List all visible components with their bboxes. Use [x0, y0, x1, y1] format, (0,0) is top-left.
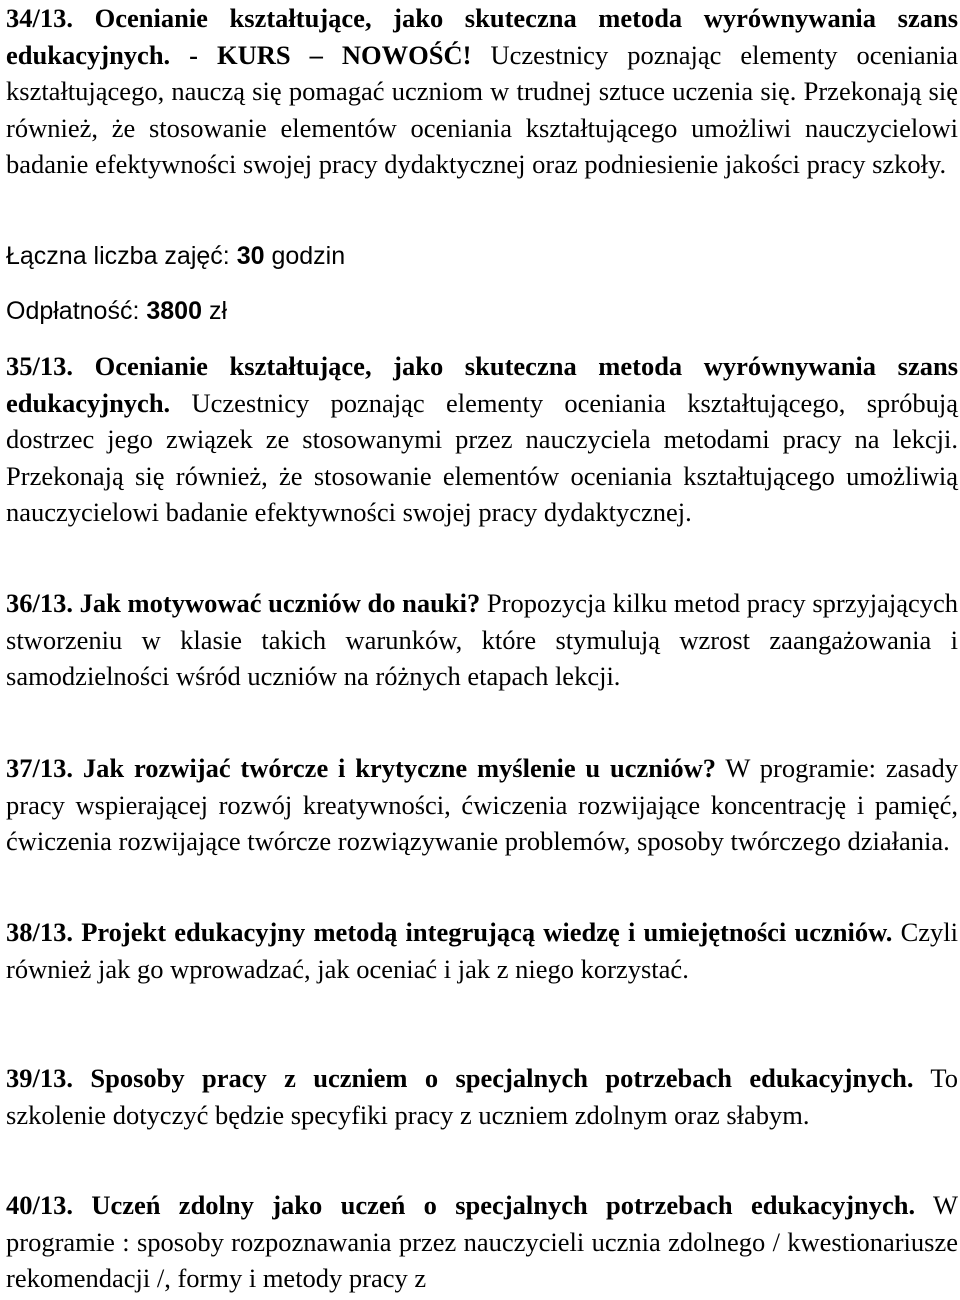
course-number: 36/13.	[6, 588, 73, 618]
course-title: Ocenianie kształtujące, jako skuteczna metoda wyrównywania szans edukacyjnych.	[6, 351, 959, 418]
hours-label: Łączna liczba zajęć:	[6, 242, 230, 270]
course-description: Uczestnicy poznając elementy oceniania kształtującego, nauczą się pomagać uczniom w trudnej sztuce uczenia się. Przekonają się również, że stosowanie elementów oceniania kształtującego umożliwi nauczycielowi badanie efektywności swojej pracy dydaktycznej oraz podniesienie jakości pracy szkoły.	[6, 39, 959, 179]
course-entry-34	[6, 0, 958, 183]
hours-unit: godzin	[271, 242, 346, 270]
course-entry-40	[6, 1187, 958, 1297]
fee-label: Odpłatność:	[6, 297, 140, 325]
course-entry-39	[6, 1060, 958, 1133]
course-number: 34/13.	[6, 3, 73, 33]
course-title: Uczeń zdolny jako uczeń o specjalnych potrzebach edukacyjnych.	[91, 1190, 916, 1220]
course-number: 38/13.	[6, 917, 73, 947]
course-title: Ocenianie kształtujące, jako skuteczna metoda wyrównywania szans edukacyjnych. - KURS – NOWOŚĆ!	[6, 3, 959, 70]
fee-unit: zł	[208, 297, 228, 325]
course-title: Jak rozwijać twórcze i krytyczne myślenie u uczniów?	[82, 753, 717, 783]
course-description: To szkolenie dotyczyć będzie specyfiki pracy z uczniem zdolnym oraz słabym.	[6, 1063, 959, 1130]
fee-value: 3800	[146, 297, 202, 325]
course-number: 39/13.	[6, 1063, 73, 1093]
course-entry-36	[6, 585, 958, 695]
course-entry-35	[6, 348, 958, 531]
course-description: Propozycja kilku metod pracy sprzyjających stworzeniu w klasie takich warunków, które stymulują wzrost zaangażowania i samodzielności wśród uczniów na różnych etapach lekcji.	[6, 588, 958, 691]
course-description: W programie : sposoby rozpoznawania przez nauczycieli ucznia zdolnego / kwestionariusze rekomendacji /, formy i metody pracy z	[6, 1190, 958, 1293]
course-description: Uczestnicy poznając elementy oceniania kształtującego, spróbują dostrzec jego związek ze stosowanymi przez nauczyciela metodami pracy na lekcji. Przekonają się również, że stosowanie elementów oceniania kształtującego umożliwią nauczycielowi badanie efektywności swojej pracy dydaktycznej.	[6, 387, 959, 527]
course-number: 35/13.	[6, 351, 73, 381]
course-description: Czyli również jak go wprowadzać, jak oceniać i jak z niego korzystać.	[6, 917, 959, 984]
course-fee	[6, 293, 958, 330]
course-number: 40/13.	[6, 1190, 73, 1220]
hours-value: 30	[236, 242, 265, 270]
course-entry-37	[6, 750, 958, 860]
course-entry-38	[6, 914, 958, 987]
course-title: Projekt edukacyjny metodą integrującą wiedzę i umiejętności uczniów.	[81, 917, 893, 947]
course-description: W programie: zasady pracy wspierającej rozwój kreatywności, ćwiczenia rozwijające koncentrację i pamięć, ćwiczenia rozwijające twórcze rozwiązywanie problemów, sposoby twórczego działania.	[6, 753, 958, 856]
course-title: Jak motywować uczniów do nauki?	[79, 588, 481, 618]
course-number: 37/13.	[6, 753, 73, 783]
course-hours	[6, 238, 958, 275]
course-title: Sposoby pracy z uczniem o specjalnych potrzebach edukacyjnych.	[90, 1063, 914, 1093]
